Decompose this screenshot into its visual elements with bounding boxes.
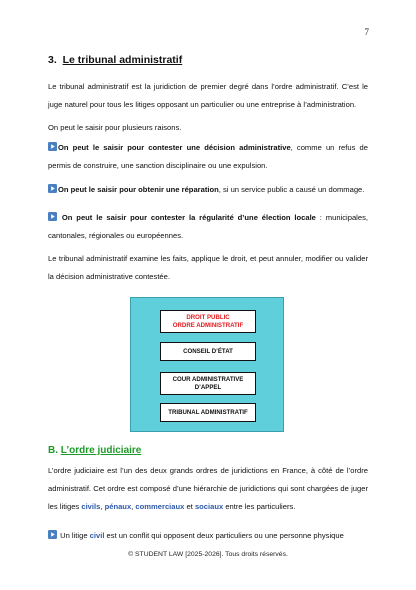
text-run: , [131,502,136,511]
section-heading [48,54,182,66]
term-civil: civil [89,531,105,540]
box-cour-administrative-appel [160,372,256,395]
term-civils: civils [81,502,101,511]
paragraph-examine: Le tribunal administratif examine les faits, applique le droit, et peut annuler, modifier ou valider la décision administrative contestée. [48,254,368,281]
box-line: TRIBUNAL ADMINISTRATIF [168,408,248,416]
text-run: Un litige [58,531,90,540]
box-tribunal-administratif [160,403,256,422]
paragraph-ordre-judiciaire [48,462,368,516]
bullet-item-election [48,209,368,245]
term-sociaux: sociaux [194,502,224,511]
play-arrow-bullet-icon [48,142,57,151]
play-arrow-bullet-icon [48,530,57,539]
bullet-text: : municipales, cantonales, régionales ou européennes. [48,213,368,240]
section-b-title: L’ordre judiciaire [60,445,142,456]
paragraph-intro: Le tribunal administratif est la juridiction de premier degré dans l’ordre administratif. C’est le juge naturel pour tous les litiges opposant un particulier ou une entreprise à l’administration. [48,82,368,109]
page-footer: © STUDENT LAW [2025-2026]. Tous droits réservés. [128,551,288,558]
bullet-bold-text: On peut le saisir pour obtenir une réparation [58,185,219,194]
section-b-heading [48,445,141,456]
term-penaux: pénaux [104,502,132,511]
box-line: COUR ADMINISTRATIVE [172,375,244,383]
play-arrow-bullet-icon [48,212,57,221]
text-run: L’ordre judiciaire est l’un des deux grands ordres de juridictions en France, à côté de l’ordre administratif. [48,466,368,493]
text-run: , [100,502,105,511]
box-line: CONSEIL D’ÉTAT [183,347,233,355]
bullet-bold-text: On peut le saisir pour contester une décision administrative [58,143,291,152]
text-run: est un conflit qui opposent deux particuliers ou une personne physique [104,531,344,540]
section-b-letter: B. [48,445,58,456]
text-run: Cet ordre est composé d’une hiérarchie de juridictions qui sont chargées de juger les litiges [48,484,368,511]
term-commerciaux: commerciaux [135,502,185,511]
box-line: ORDRE ADMINISTRATIF [172,321,244,329]
bullet-text: , si un service public a causé un dommage. [218,185,365,194]
section-title: Le tribunal administratif [62,54,183,66]
bullet-bold-text: On peut le saisir pour contester la régularité d’une élection locale [58,213,316,222]
box-line: D’APPEL [194,383,222,391]
text-run: et [184,502,195,511]
jurisdiction-hierarchy-diagram [130,297,284,432]
page-number: 7 [364,27,369,37]
text-run: entre les particuliers. [223,502,296,511]
paragraph-reasons: On peut le saisir pour plusieurs raisons. [48,123,182,132]
box-droit-public [160,310,256,333]
box-line: DROIT PUBLIC [186,313,230,321]
bullet-item-litige-civil [48,527,368,545]
box-conseil-etat [160,342,256,361]
bullet-item-reparation [48,181,368,199]
section-number: 3. [48,54,57,66]
play-arrow-bullet-icon [48,184,57,193]
bullet-text: , comme un refus de permis de construire, une sanction disciplinaire ou une expulsion. [48,143,368,170]
bullet-item-decision [48,139,368,175]
